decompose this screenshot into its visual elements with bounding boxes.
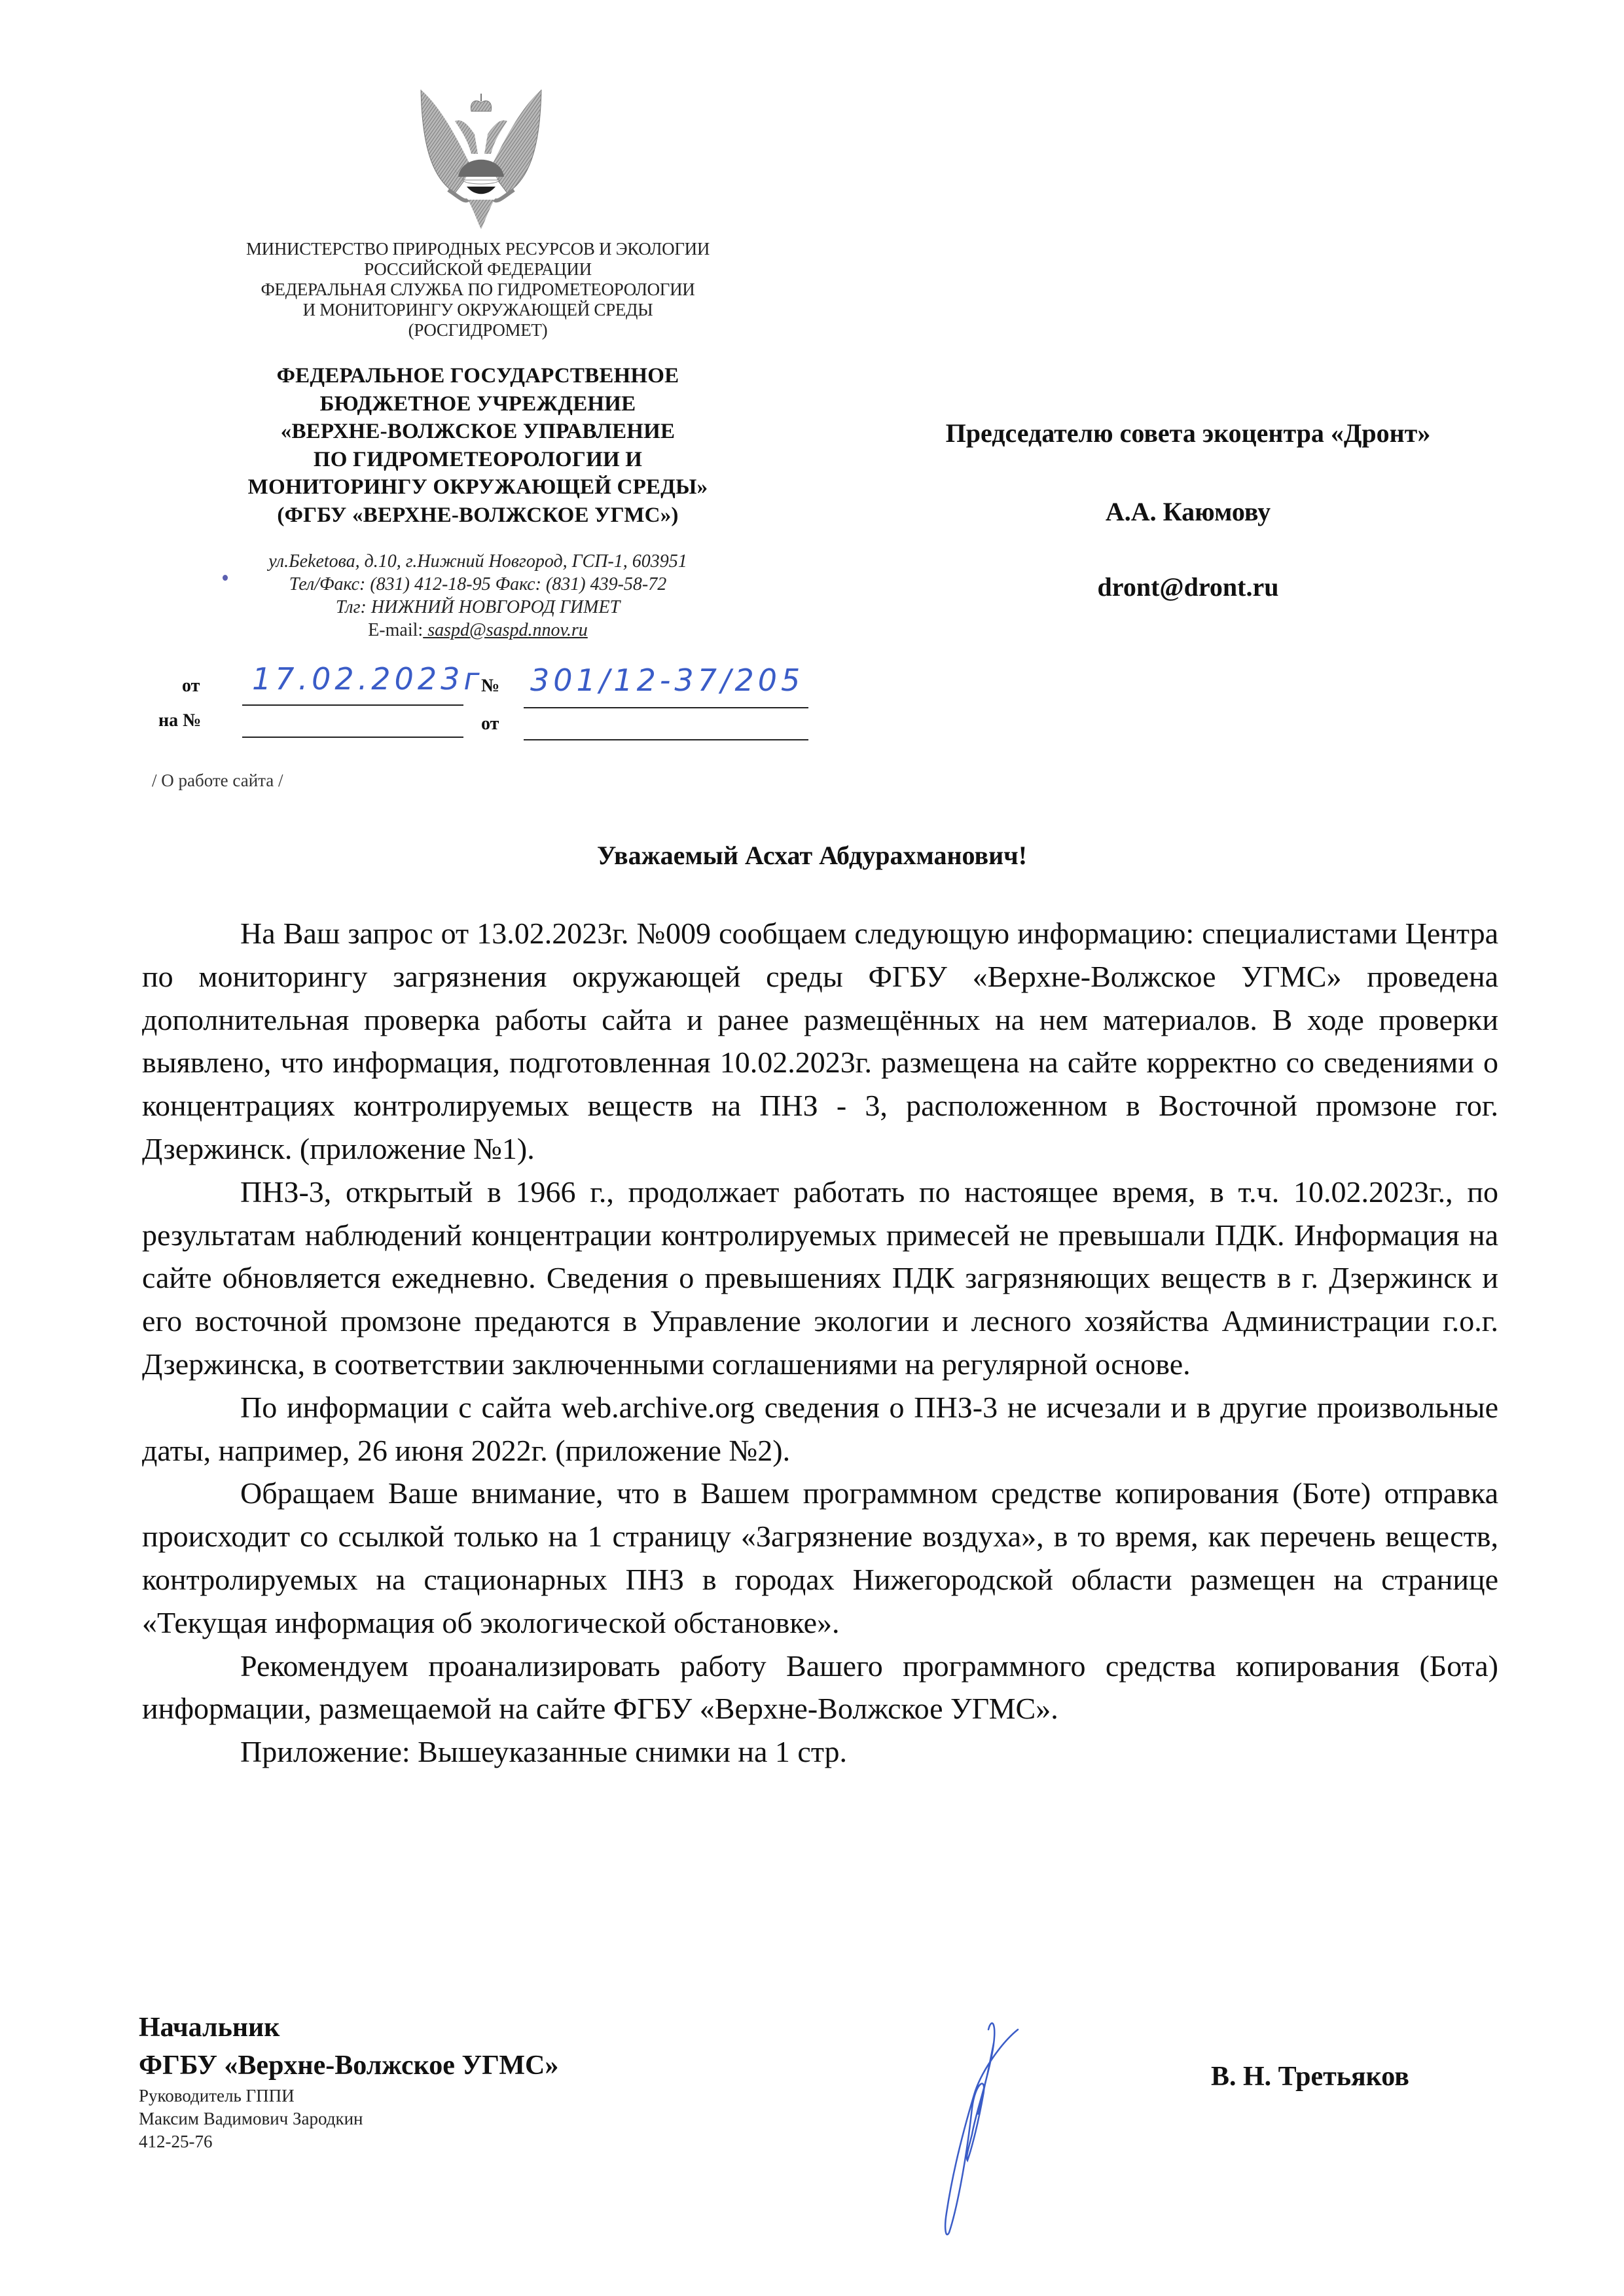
signer-name: В. Н. Третьяков xyxy=(1211,2062,1409,2092)
ministry-line: (РОСГИДРОМЕТ) xyxy=(408,320,548,340)
signature-block xyxy=(139,2009,558,2153)
signer-title-line1: Начальник xyxy=(139,2013,280,2043)
double-headed-eagle-emblem-icon xyxy=(403,82,560,232)
executor-position: Руководитель ГППИ xyxy=(139,2086,295,2105)
body-paragraph: ПНЗ-3, открытый в 1966 г., продолжает работать по настоящее время, в т.ч. 10.02.2023г., по результатам наблюдений концентрации контролируемых примесей не превышали ПДК. Информация на сайте обновляется ежедневно. Сведения о превышениях ПДК загрязняющих веществ в г. Дзержинск и его восточной промзоне предаются в Управление экологии и лесного хозяйства Администрации г.о.г. Дзержинска, в соответствии заключенными соглашениями на регулярной основе. xyxy=(142,1175,1498,1381)
phone-fax: Тел/Факс: (831) 412-18-95 Факс: (831) 439-58-72 xyxy=(289,574,667,594)
addressee-position: Председателю совета экоцентра «Дронт» xyxy=(945,418,1431,448)
signer-title-line2: ФГБУ «Верхне-Волжское УГМС» xyxy=(139,2050,559,2081)
email-label: E-mail: xyxy=(368,620,424,640)
institution-line: (ФГБУ «ВЕРХНЕ-ВОЛЖСКОЕ УГМС») xyxy=(277,503,679,527)
institution-line: БЮДЖЕТНОЕ УЧРЕЖДЕНИЕ xyxy=(319,392,636,416)
subject-line: / О работе сайта / xyxy=(152,771,283,790)
institution-line: ФЕДЕРАЛЬНОЕ ГОСУДАРСТВЕННОЕ xyxy=(276,364,679,388)
date-handwritten: 17.02.2023г xyxy=(252,661,484,697)
number-field-line xyxy=(524,707,808,708)
handwritten-signature-icon xyxy=(910,2016,1028,2239)
body-paragraph: Обращаем Ваше внимание, что в Вашем программном средстве копирования (Боте) отправка происходит со ссылкой только на 1 страницу «Загрязнение воздуха», в то время, как перечень веществ, контролируемых на стационарных ПНЗ в городах Нижегородской области размещен на странице «Текущая информация об экологической обстановке». xyxy=(142,1476,1498,1639)
ministry-line: И МОНИТОРИНГУ ОКРУЖАЮЩЕЙ СРЕДЫ xyxy=(302,300,653,319)
reply-from-label: от xyxy=(481,714,499,734)
institution-line: ПО ГИДРОМЕТЕОРОЛОГИИ И xyxy=(313,447,643,471)
contact-block xyxy=(196,550,759,642)
institution-line: МОНИТОРИНГУ ОКРУЖАЮЩЕЙ СРЕДЫ» xyxy=(247,475,708,499)
ministry-line: РОССИЙСКОЙ ФЕДЕРАЦИИ xyxy=(364,259,592,279)
ministry-line: МИНИСТЕРСТВО ПРИРОДНЫХ РЕСУРСОВ И ЭКОЛОГИИ xyxy=(245,239,710,259)
date-label: от xyxy=(182,676,200,696)
salutation: Уважаемый Асхат Абдурахманович! xyxy=(596,841,1028,870)
ministry-header xyxy=(216,239,740,340)
body-paragraph: По информации с сайта web.archive.org сведения о ПНЗ-3 не исчезали и в другие произвольные даты, например, 26 июня 2022г. (приложение №2). xyxy=(142,1390,1498,1467)
email-line xyxy=(196,619,759,642)
telegraph-address: Тлг: НИЖНИЙ НОВГОРОД ГИМЕТ xyxy=(335,597,621,617)
date-field-line xyxy=(242,704,463,706)
email-link[interactable]: saspd@saspd.nnov.ru xyxy=(423,620,588,640)
attachment-note: Приложение: Вышеуказанные снимки на 1 стр. xyxy=(240,1735,848,1769)
letter-body xyxy=(142,912,1498,1774)
executor-name: Максим Вадимович Зародкин xyxy=(139,2109,363,2128)
number-handwritten: 301/12-37/205 xyxy=(530,663,804,698)
addressee-name: А.А. Каюмову xyxy=(1105,497,1271,526)
executor-phone: 412-25-76 xyxy=(139,2132,213,2151)
reply-from-field-line xyxy=(524,739,808,740)
ministry-line: ФЕДЕРАЛЬНАЯ СЛУЖБА ПО ГИДРОМЕТЕОРОЛОГИИ xyxy=(261,280,695,299)
body-paragraph: Рекомендуем проанализировать работу Вашего программного средства копирования (Бота) информации, размещаемой на сайте ФГБУ «Верхне-Волжское УГМС». xyxy=(142,1649,1498,1726)
number-label: № xyxy=(481,676,500,696)
addressee-email: dront@dront.ru xyxy=(1097,572,1279,602)
postal-address: ул.Беketова, д.10, г.Нижний Новгород, ГСП-1, 603951 xyxy=(268,551,687,572)
reply-to-label: на № xyxy=(158,710,202,731)
reply-to-field-line xyxy=(242,737,463,738)
institution-name xyxy=(196,362,759,529)
body-paragraph: На Ваш запрос от 13.02.2023г. №009 сообщаем следующую информацию: специалистами Центра по мониторингу загрязнения окружающей среды ФГБУ «Верхне-Волжское УГМС» проведена дополнительная проверка работы сайта и ранее размещённых на нем материалов. В ходе проверки выявлено, что информация, подготовленная 10.02.2023г. размещена на сайте корректно со сведениями о концентрациях контролируемых веществ на ПНЗ - 3, расположенном в Восточной промзоне гог. Дзержинск. (приложение №1). xyxy=(142,917,1498,1165)
institution-line: «ВЕРХНЕ-ВОЛЖСКОЕ УПРАВЛЕНИЕ xyxy=(280,420,676,443)
